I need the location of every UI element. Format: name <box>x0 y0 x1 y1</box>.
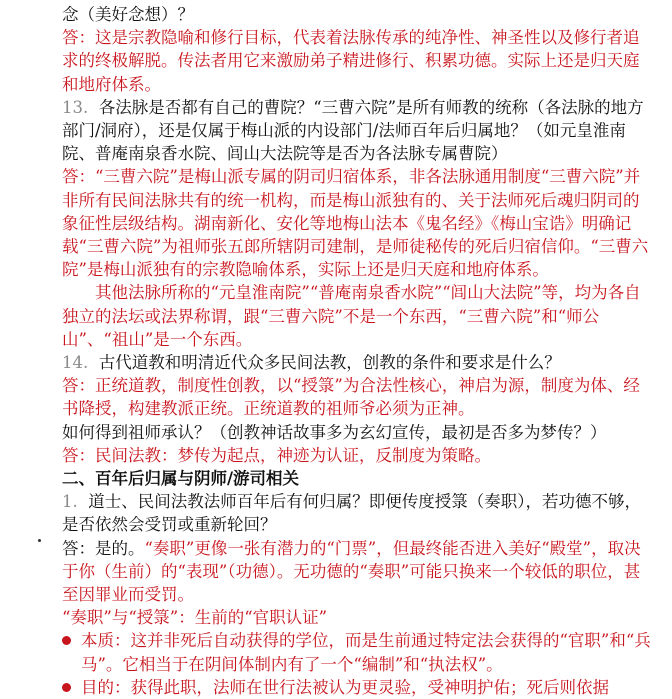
answer-14-followup: 答：民间法教：梦传为起点，神迹为认证，反制度为策略。 <box>62 445 491 465</box>
question-14-text: 古代道教和明清近代众多民间法教，创教的条件和要求是什么？ <box>98 353 561 373</box>
bullet-dot-icon <box>62 683 71 692</box>
stray-dot <box>38 539 41 542</box>
answer-14: 答：正统道教，制度性创教，以“授箓”为合法性核心，神启为源，制度为体、经书降授，构建教派正统。正统道教的祖师爷必须为正神。 <box>62 376 640 419</box>
question-13-text: 各法脉是否都有自己的曹院？“三曹六院”是所有师教的统称（各法脉的地方部门/洞府），还是仅属于梅山派的内设部门/法师百年后归属地？（如元皇淮南院、普庵南泉香水院、闾山大法院等是否为各法脉专属曹院） <box>62 97 644 164</box>
answer-13: 答：“三曹六院”是梅山派专属的阴司归宿体系，非各法脉通用制度“三曹六院”并非所有民间法脉共有的统一机构，而是梅山派独有的、关于法师死后魂归阴司的象征性层级结构。湖南新化、安化等地梅山法本《鬼名经》《梅山宝诰》明确记载“三曹六院”为祖师张五郎所辖阴司建制，是师徒秘传的死后归宿信仰。“三曹六院”是梅山派独有的宗教隐喻体系，实际上还是归天庭和地府体系。 <box>62 167 649 280</box>
bullet-essence-text: 本质：这并非死后自动获得的学位，而是生前通过特定法会获得的“官职”和“兵马”。它相当于在阴间体制内有了一个“编制”和“执法权”。 <box>81 631 651 674</box>
answer-s2-1-prefix: 答：是的。 <box>62 538 145 558</box>
question-s2-1 <box>62 490 654 536</box>
question-s2-1-text: 道士、民间法教法师百年后有何归属？即便传度授箓（奏职），若功德不够，是否依然会受罚或重新轮回？ <box>62 492 641 535</box>
line-continuation: 念（美好念想）？ <box>62 5 194 24</box>
section-heading-2: 二、百年后归属与阴师/游司相关 <box>62 469 300 489</box>
question-13 <box>62 96 654 166</box>
question-14 <box>62 351 654 374</box>
subheading-ordination: “奏职”与“授箓”：生前的“官职认证” <box>62 608 328 628</box>
question-14-followup: 如何得到祖师承认？（创教神话故事多为玄幻宣传，最初是否多为梦传？） <box>62 422 607 442</box>
answer-13-other-lineages: 其他法脉所称的“元皇淮南院”“普庵南泉香水院”“闾山大法院”等，均为各自独立的法坛或法界称谓，跟“三曹六院”不是一个东西，“三曹六院”和“师公山”、“祖山”是一个东西。 <box>62 283 641 349</box>
question-s2-1-number: 1. <box>62 492 78 512</box>
answer-12: 答：这是宗教隐喻和修行目标，代表着法脉传承的纯净性、神圣性以及修行者追求的终极解脱。传法者用它来激励弟子精进修行、积累功德。实际上还是归天庭和地府体系。 <box>62 28 640 94</box>
answer-s2-1-body: “奏职”更像一张有潜力的“门票”，但最终能否进入美好“殿堂”，取决于你（生前）的“表现”（功德）。无功德的“奏职”可能只换来一个较低的职位，甚至因罪业而受罚。 <box>62 538 641 605</box>
answer-s2-1 <box>62 537 654 607</box>
bullet-purpose-text: 目的：获得此职，法师在世行法被认为更灵验，受神明护佑；死后则依据 <box>81 677 609 697</box>
bullet-item-essence <box>62 629 654 675</box>
question-14-number: 14. <box>62 353 89 373</box>
bullet-dot-icon <box>62 636 71 645</box>
question-13-number: 13. <box>62 97 89 117</box>
bullet-item-purpose <box>62 676 654 699</box>
